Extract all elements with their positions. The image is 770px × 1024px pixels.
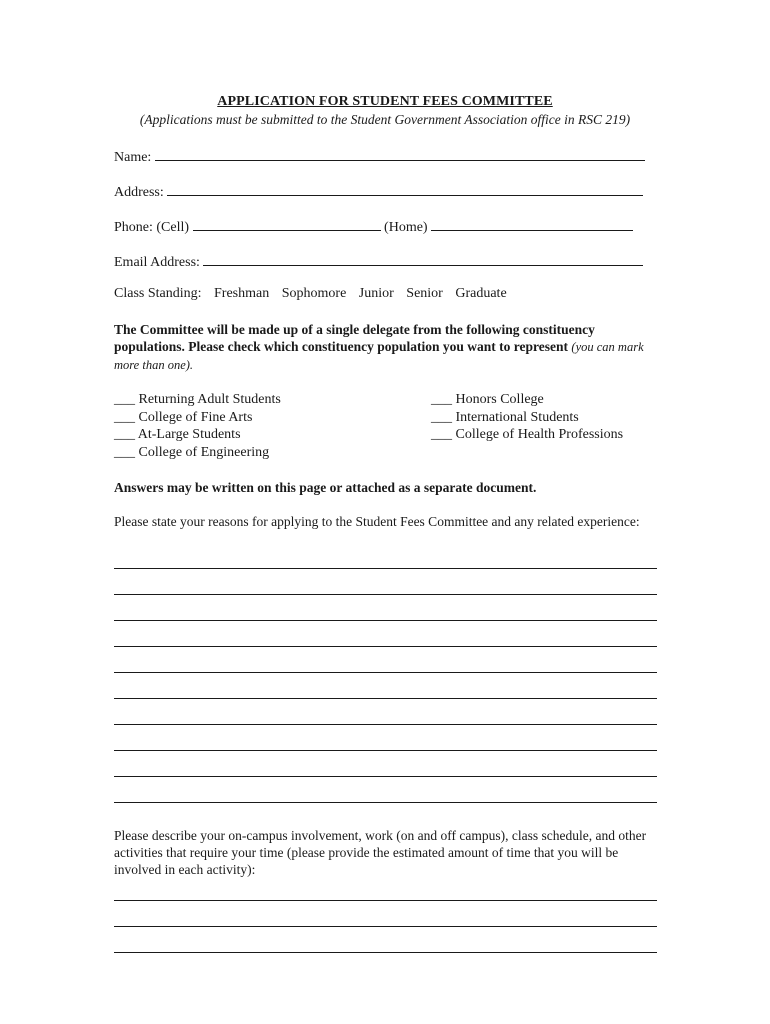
answer-2-line[interactable] bbox=[114, 952, 657, 953]
class-standing-label: Class Standing: bbox=[114, 286, 202, 301]
question-2: Please describe your on-campus involvement, work (on and off campus), class schedule, and other activities that require your time (please provide the estimated amount of time that you will be involved in each activity): bbox=[114, 828, 647, 877]
checkbox-blank[interactable]: ___ bbox=[114, 409, 135, 425]
answer-1-line[interactable] bbox=[114, 672, 657, 673]
answer-1-line[interactable] bbox=[114, 698, 657, 699]
answer-1-line[interactable] bbox=[114, 646, 657, 647]
constituency-at-large[interactable] bbox=[114, 426, 281, 444]
answer-1-line[interactable] bbox=[114, 724, 657, 725]
phone-home-field[interactable] bbox=[431, 216, 633, 231]
checkbox-blank[interactable]: ___ bbox=[431, 409, 452, 425]
constituency-label: Returning Adult Students bbox=[138, 392, 281, 407]
checkbox-blank[interactable]: ___ bbox=[431, 427, 452, 442]
answer-1-line[interactable] bbox=[114, 620, 657, 621]
class-standing-freshman[interactable]: Freshman bbox=[214, 286, 270, 301]
constituency-returning-adult[interactable] bbox=[114, 391, 281, 409]
constituency-label: International Students bbox=[455, 409, 579, 425]
phone-cell-field[interactable] bbox=[193, 216, 381, 231]
checkbox-blank[interactable]: ___ bbox=[431, 392, 452, 407]
checkbox-blank[interactable]: ___ bbox=[114, 392, 135, 407]
form-subtitle: (Applications must be submitted to the Student Government Association office in RSC 219) bbox=[139, 112, 631, 127]
constituency-label: College of Engineering bbox=[138, 444, 270, 460]
constituency-label: College of Health Professions bbox=[455, 427, 624, 442]
checkbox-blank[interactable]: ___ bbox=[114, 427, 135, 442]
class-standing-graduate[interactable]: Graduate bbox=[455, 286, 507, 301]
address-field[interactable] bbox=[167, 181, 643, 196]
committee-instructions bbox=[114, 321, 659, 374]
phone-cell-label: Phone: (Cell) bbox=[114, 220, 190, 235]
constituency-health-professions[interactable] bbox=[431, 426, 623, 444]
answer-2-line[interactable] bbox=[114, 900, 657, 901]
class-standing-sophomore[interactable]: Sophomore bbox=[281, 286, 347, 301]
constituency-international[interactable] bbox=[431, 409, 623, 427]
address-label: Address: bbox=[114, 185, 164, 200]
email-label: Email Address: bbox=[114, 255, 200, 270]
form-title: APPLICATION FOR STUDENT FEES COMMITTEE bbox=[217, 94, 553, 109]
answer-1-line[interactable] bbox=[114, 594, 657, 595]
phone-row bbox=[114, 216, 633, 236]
class-standing-junior[interactable]: Junior bbox=[358, 286, 394, 301]
name-field[interactable] bbox=[155, 146, 645, 161]
answer-1-line[interactable] bbox=[114, 750, 657, 751]
constituency-fine-arts[interactable] bbox=[114, 409, 281, 427]
committee-note: (you can mark more than one). bbox=[114, 340, 644, 372]
name-label: Name: bbox=[114, 150, 152, 165]
constituency-list-right bbox=[431, 391, 623, 444]
answer-1-line[interactable] bbox=[114, 776, 657, 777]
constituency-label: College of Fine Arts bbox=[138, 409, 253, 425]
committee-text: The Committee will be made up of a single delegate from the following constituency populations. Please check which constituency population you want to represent bbox=[114, 322, 595, 354]
email-field[interactable] bbox=[203, 251, 643, 266]
constituency-list-left bbox=[114, 391, 281, 461]
constituency-honors[interactable] bbox=[431, 391, 623, 409]
answer-2-line[interactable] bbox=[114, 926, 657, 927]
constituency-label: Honors College bbox=[455, 392, 544, 407]
answers-note: Answers may be written on this page or attached as a separate document. bbox=[114, 480, 537, 495]
question-1: Please state your reasons for applying to the Student Fees Committee and any related experience: bbox=[114, 514, 640, 529]
checkbox-blank[interactable]: ___ bbox=[114, 444, 135, 460]
class-standing-row bbox=[114, 286, 516, 302]
name-row bbox=[114, 146, 645, 166]
class-standing-senior[interactable]: Senior bbox=[406, 286, 443, 301]
answer-1-line[interactable] bbox=[114, 568, 657, 569]
phone-home-label: (Home) bbox=[384, 220, 428, 235]
answer-1-line[interactable] bbox=[114, 802, 657, 803]
constituency-engineering[interactable] bbox=[114, 444, 281, 462]
email-row bbox=[114, 251, 643, 271]
constituency-label: At-Large Students bbox=[137, 427, 241, 442]
address-row bbox=[114, 181, 643, 201]
